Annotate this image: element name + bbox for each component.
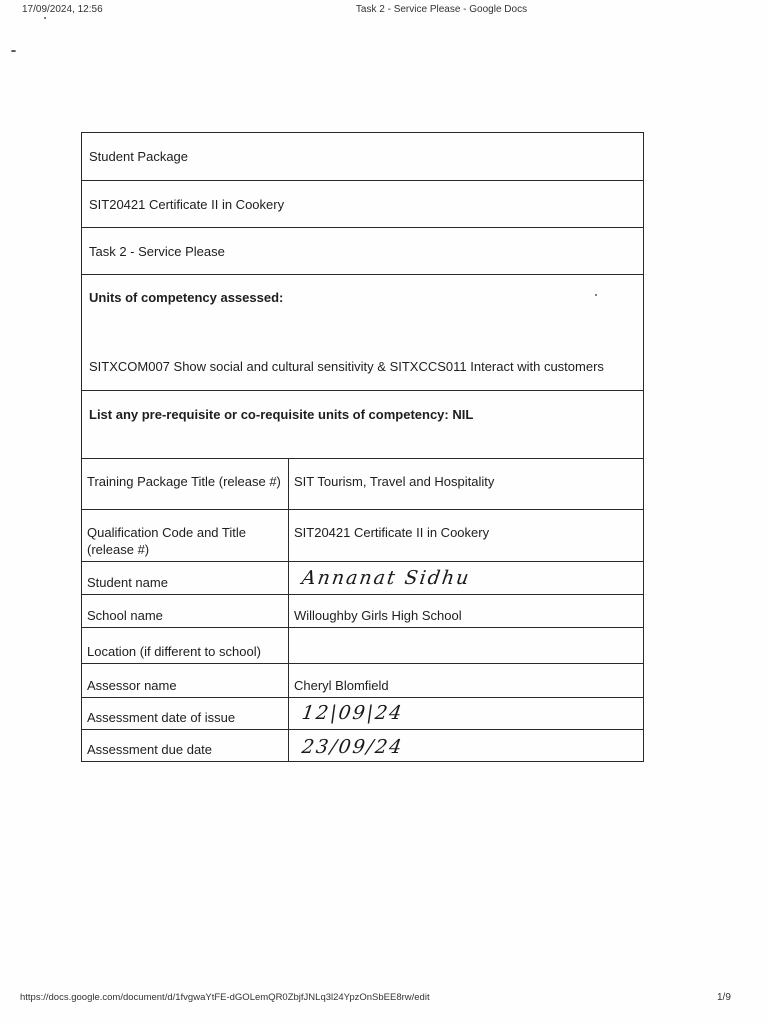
units-heading: Units of competency assessed: [89, 290, 284, 305]
details-label: Assessor name [82, 664, 289, 698]
details-value [289, 628, 644, 664]
student-package-label: Student Package [82, 133, 644, 181]
details-value: SIT Tourism, Travel and Hospitality [289, 459, 644, 510]
details-value: SIT20421 Certificate II in Cookery [289, 510, 644, 562]
details-label: School name [82, 595, 289, 628]
details-value [289, 698, 644, 730]
scan-speck [11, 50, 16, 52]
details-table [81, 458, 644, 762]
student-package-box [81, 132, 644, 459]
units-text: SITXCOM007 Show social and cultural sensitivity & SITXCCS011 Interact with customers [89, 359, 604, 374]
details-row [82, 664, 644, 698]
print-doc-title: Task 2 - Service Please - Google Docs [355, 4, 528, 15]
task-label: Task 2 - Service Please [82, 228, 644, 275]
details-value [289, 730, 644, 762]
scan-speck [44, 17, 46, 19]
details-label: Assessment date of issue [82, 698, 289, 730]
print-datetime: 17/09/2024, 12:56 [22, 4, 103, 15]
print-url: https://docs.google.com/document/d/1fvgwaYtFE-dGOLemQR0ZbjfJNLq3l24YpzOnSbEE8rw/edit [20, 992, 430, 1003]
units-cell [82, 275, 644, 391]
print-page-number: 1/9 [717, 992, 731, 1003]
certificate-label: SIT20421 Certificate II in Cookery [82, 181, 644, 228]
details-label: Assessment due date [82, 730, 289, 762]
details-row [82, 698, 644, 730]
details-row [82, 510, 644, 562]
details-label: Training Package Title (release #) [82, 459, 289, 510]
details-row [82, 562, 644, 595]
details-row [82, 628, 644, 664]
details-label: Location (if different to school) [82, 628, 289, 664]
details-row [82, 730, 644, 762]
details-label: Qualification Code and Title (release #) [82, 510, 289, 562]
details-row [82, 595, 644, 628]
details-value: Willoughby Girls High School [289, 595, 644, 628]
handwritten-issue-date: 12|09|24 [300, 702, 405, 724]
handwritten-due-date: 23/09/24 [300, 736, 405, 758]
prereq-text: List any pre-requisite or co-requisite units of competency: NIL [82, 391, 644, 459]
details-value: Cheryl Blomfield [289, 664, 644, 698]
details-label: Student name [82, 562, 289, 595]
details-row [82, 459, 644, 510]
details-value [289, 562, 644, 595]
handwritten-student-name: Annanat Sidhu [300, 567, 473, 589]
